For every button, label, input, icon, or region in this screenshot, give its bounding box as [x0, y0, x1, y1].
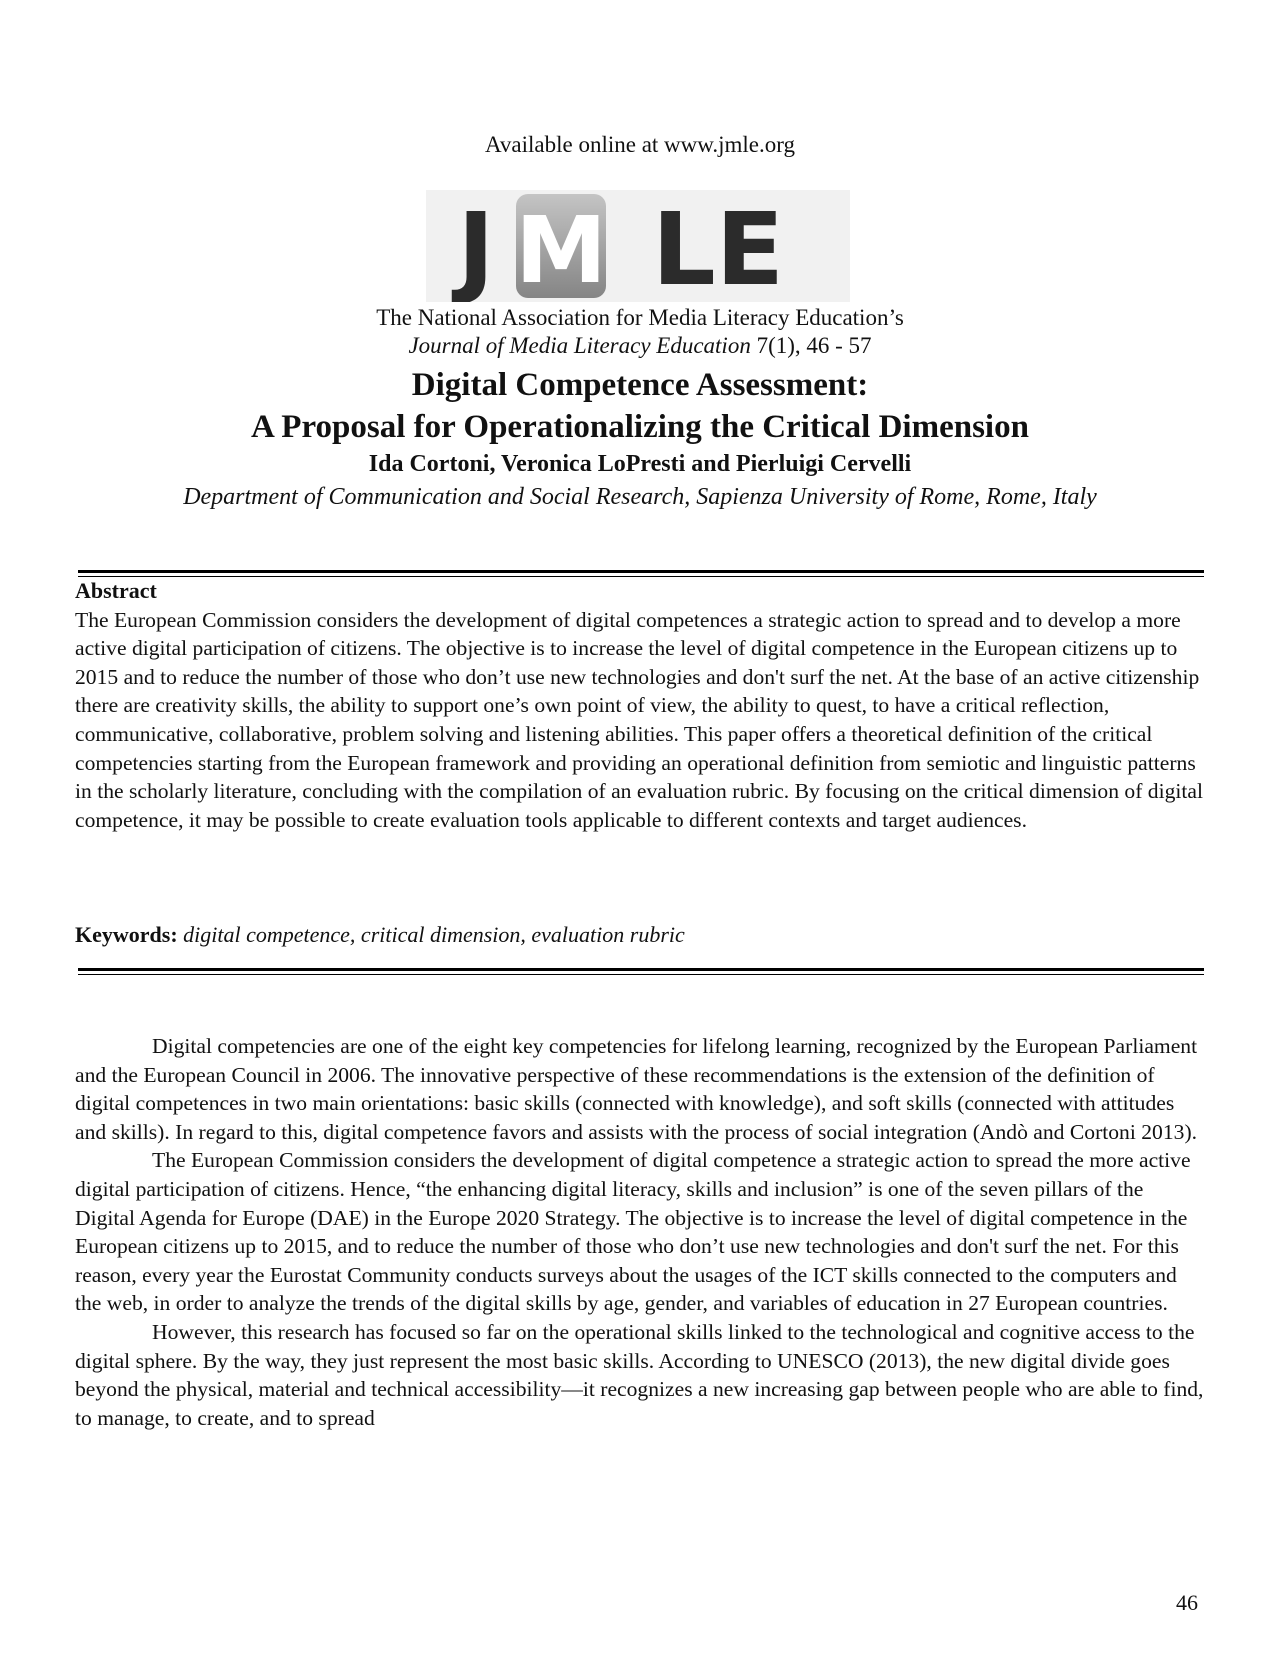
body-paragraph: However, this research has focused so far on the operational skills linked to the technological and cognitive access to the digital sphere. By the way, they just represent the most basic skills. According to UNESCO (2013), the new digital divide goes beyond the physical, material and technical accessibility—it recognizes a new increasing gap between people who are able to find, to manage, to create, and to spread [75, 1319, 1204, 1430]
association-name: The National Association for Media Literacy Education’s [376, 305, 904, 330]
journal-info [0, 304, 1280, 360]
jmle-logo-graphic [426, 190, 850, 302]
abstract-top-divider [78, 570, 1204, 577]
body-paragraph: The European Commission considers the development of digital competence a strategic action to spread the more active digital participation of citizens. Hence, “the enhancing digital literacy, skills and inclusion” is one of the seven pillars of the Digital Agenda for Europe (DAE) in the Europe 2020 Strategy. The objective is to increase the level of digital competence in the European citizens up to 2015, and to reduce the number of those who don’t use new technologies and don't surf the net. For this reason, every year the Eurostat Community conducts surveys about the usages of the ICT skills connected to the computers and the web, in order to analyze the trends of the digital skills by age, gender, and variables of education in 27 European countries. [75, 1148, 1191, 1316]
logo-letters-le: LE [651, 191, 785, 302]
abstract-section [75, 577, 1205, 834]
journal-issue: 7(1), 46 - 57 [750, 333, 872, 358]
keywords [75, 922, 685, 948]
jmle-logo [426, 190, 850, 302]
logo-letter-m: M [515, 197, 607, 302]
journal-name: Journal of Media Literacy Education [408, 333, 751, 358]
logo-letter-j: J [457, 191, 495, 302]
keywords-value: digital competence, critical dimension, evaluation rubric [177, 922, 685, 947]
abstract-text: The European Commission considers the development of digital competences a strategic action to spread and to develop a more active digital participation of citizens. The objective is to increase the level of digital competence in the European citizens up to 2015 and to reduce the number of those who don’t use new technologies and don't surf the net. At the base of an active citizenship there are creativity skills, the ability to support one’s own point of view, the ability to quest, to have a critical reflection, communicative, collaborative, problem solving and listening abilities. This paper offers a theoretical definition of the critical competencies starting from the European framework and providing an operational definition from semiotic and linguistic patterns in the scholarly literature, concluding with the compilation of an evaluation rubric. By focusing on the critical dimension of digital competence, it may be possible to create evaluation tools applicable to different contexts and target audiences. [75, 607, 1203, 832]
page-number: 46 [1176, 1590, 1198, 1615]
article-title-line2: A Proposal for Operationalizing the Critical Dimension [251, 409, 1029, 445]
affiliation: Department of Communication and Social Research, Sapienza University of Rome, Rome, Italy [183, 484, 1097, 510]
body-paragraph: Digital competencies are one of the eight key competencies for lifelong learning, recognized by the European Parliament and the European Council in 2006. The innovative perspective of these recommendations is the extension of the definition of digital competences in two main orientations: basic skills (connected with knowledge), and soft skills (connected with attitudes and skills). In regard to this, digital competence favors and assists with the process of social integration (Andò and Cortoni 2013). [75, 1034, 1198, 1144]
abstract-heading: Abstract [75, 578, 157, 603]
article-title-line1: Digital Competence Assessment: [411, 367, 869, 403]
available-online-notice: Available online at www.jmle.org [485, 132, 795, 157]
body-text [75, 1032, 1205, 1432]
journal-citation [0, 332, 1280, 360]
authors: Ida Cortoni, Veronica LoPresti and Pierluigi Cervelli [368, 451, 912, 477]
keywords-label: Keywords: [75, 922, 178, 947]
abstract-bottom-divider [78, 968, 1204, 975]
article-title [0, 364, 1280, 448]
